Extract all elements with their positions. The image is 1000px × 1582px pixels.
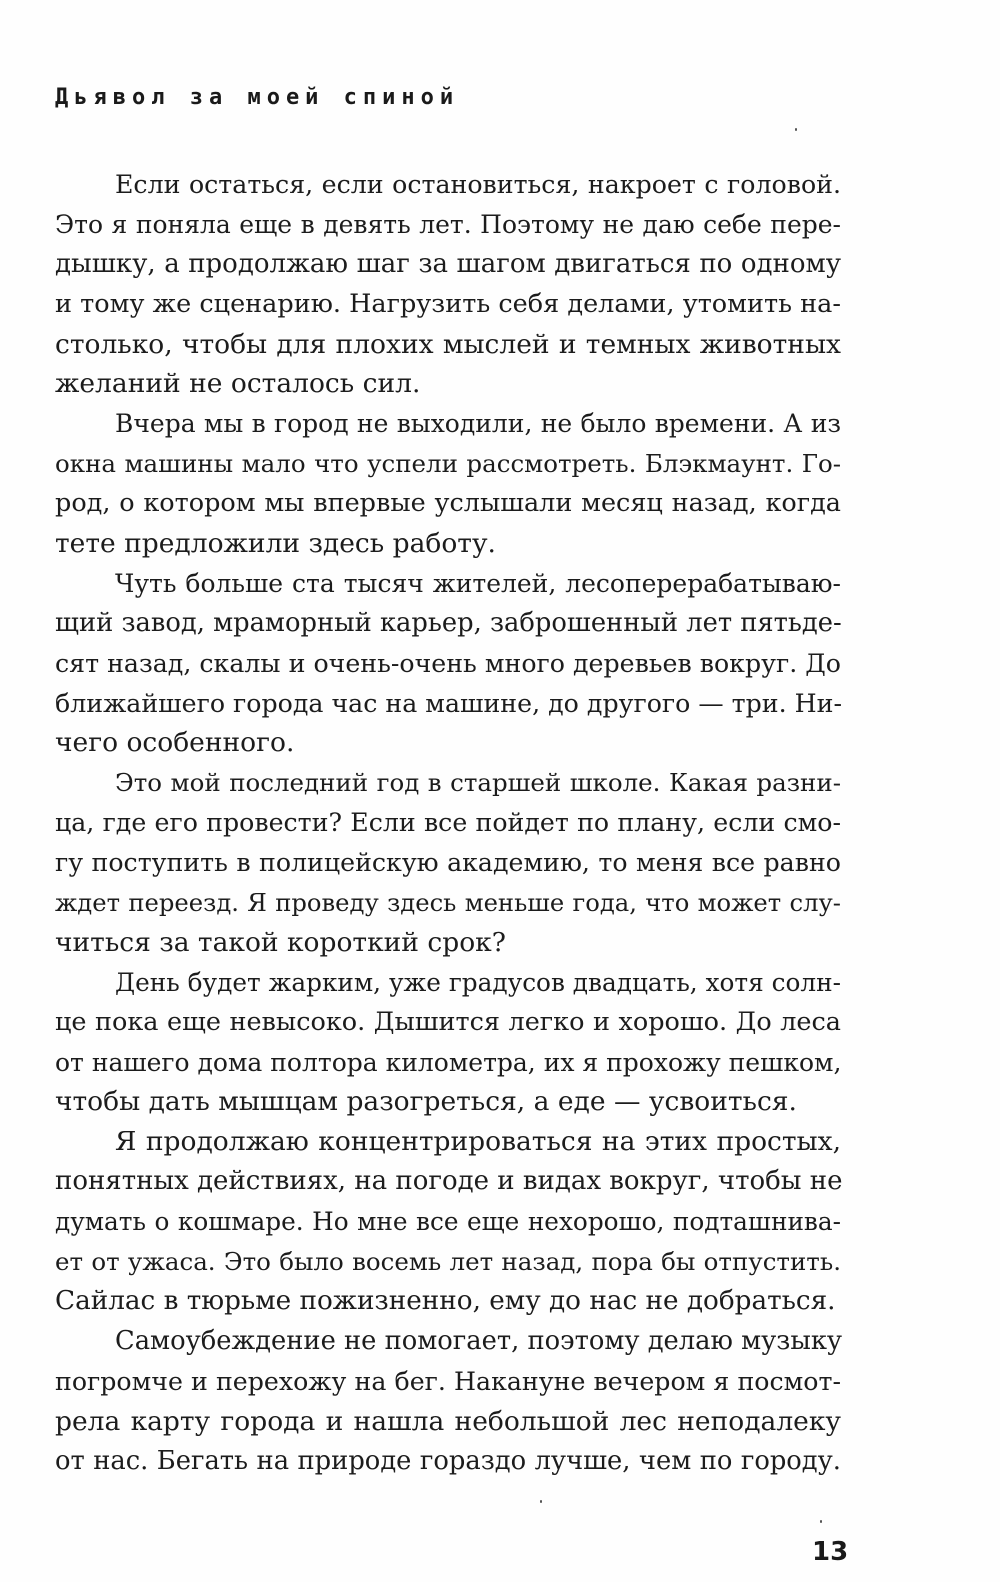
paragraph [55, 1122, 841, 1321]
text-line: Я продолжаю концентрироваться на этих простых, [115, 1126, 841, 1158]
paragraph [55, 404, 841, 564]
body-text [55, 165, 841, 1481]
paragraph [55, 763, 841, 962]
text-line: чего особенного. [55, 727, 295, 759]
paragraph [55, 165, 841, 404]
scan-speck [795, 128, 797, 131]
text-line: це пока еще невысоко. Дышится легко и хорошо. До леса [55, 1006, 841, 1037]
text-line: День будет жарким, уже градусов двадцать, хотя солн- [115, 967, 841, 997]
text-line: читься за такой короткий срок? [55, 926, 506, 958]
text-line: погромче и перехожу на бег. Накануне вечером я посмот- [55, 1366, 841, 1396]
text-line: рела карту города и нашла небольшой лес неподалеку [55, 1405, 841, 1437]
text-line: от нас. Бегать на природе гораздо лучше, чем по городу. [55, 1445, 841, 1476]
text-line: тете предложили здесь работу. [55, 528, 496, 560]
text-line: Сайлас в тюрьме пожизненно, ему до нас не добраться. [55, 1285, 836, 1316]
text-line: и тому же сценарию. Нагрузить себя делами, утомить на- [55, 288, 841, 319]
text-line: Вчера мы в город не выходили, не было времени. А из [115, 409, 841, 439]
text-line: сят назад, скалы и очень-очень много деревьев вокруг. До [55, 648, 841, 678]
text-line: думать о кошмаре. Но мне все еще нехорошо, подташнива- [55, 1207, 841, 1237]
text-line: ближайшего города час на машине, до другого — три. Ни- [55, 688, 843, 718]
scan-speck [540, 1500, 542, 1503]
text-line: ет от ужаса. Это было восемь лет назад, пора бы отпустить. [55, 1247, 841, 1277]
paragraph [55, 564, 841, 763]
paragraph [55, 963, 841, 1123]
text-line: Если остаться, если остановиться, накроет с головой. [115, 170, 841, 199]
text-line: род, о котором мы впервые услышали месяц назад, когда [55, 488, 841, 519]
text-line: понятных действиях, на погоде и видах вокруг, чтобы не [55, 1166, 843, 1197]
text-line: чтобы дать мышцам разогреться, а еде — усвоиться. [55, 1086, 797, 1118]
running-title: Дьявол за моей спиной [55, 85, 460, 110]
text-line: от нашего дома полтора километра, их я прохожу пешком, [55, 1047, 842, 1077]
page-number: 13 [812, 1537, 849, 1567]
text-line: желаний не осталось сил. [55, 368, 421, 400]
text-line: дышку, а продолжаю шаг за шагом двигаться по одному [55, 248, 841, 279]
text-line: Самоубеждение не помогает, поэтому делаю музыку [115, 1325, 843, 1356]
text-line: щий завод, мраморный карьер, заброшенный лет пятьде- [55, 607, 842, 638]
text-line: окна машины мало что успели рассмотреть. Блэкмаунт. Го- [55, 449, 841, 479]
text-line: столько, чтобы для плохих мыслей и темных животных [55, 328, 841, 360]
text-line: ца, где его провести? Если все пойдет по плану, если смо- [55, 808, 841, 838]
text-line: Чуть больше ста тысяч жителей, лесоперерабатываю- [115, 568, 841, 598]
text-line: Это я поняла еще в девять лет. Поэтому не даю себе пере- [55, 209, 841, 239]
text-line: ждет переезд. Я проведу здесь меньше года, что может слу- [55, 888, 841, 918]
text-line: гу поступить в полицейскую академию, то меня все равно [55, 848, 841, 878]
paragraph [55, 1322, 841, 1482]
scan-speck [820, 1520, 822, 1523]
text-line: Это мой последний год в старшей школе. Какая разни- [115, 768, 841, 798]
